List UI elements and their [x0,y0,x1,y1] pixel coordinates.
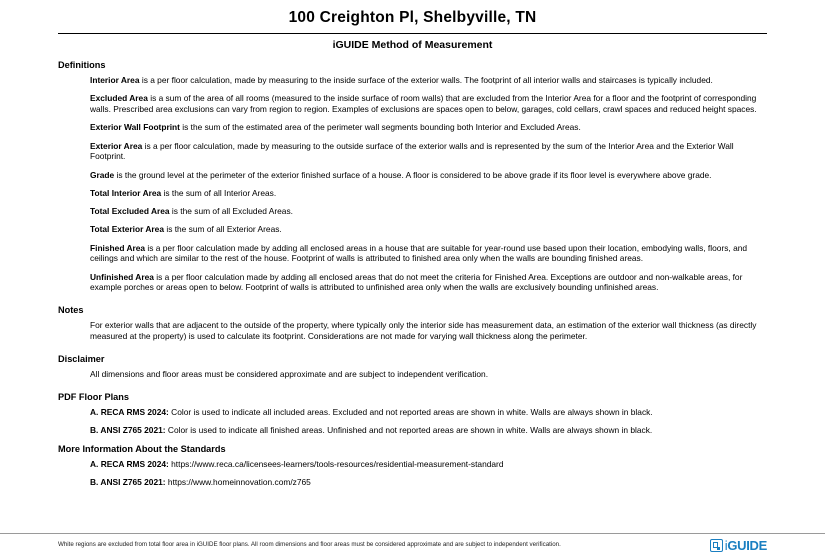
pdf-standard-text: Color is used to indicate all included areas. Excluded and not reported areas are shown in white. Walls are always shown in black. [168,406,653,417]
footer-disclaimer: White regions are excluded from total floor area in iGUIDE floor plans. All room dimensions and floor areas must be considered approximate and are subject to independent verification. [58,541,561,548]
definition-term: Exterior Area [90,140,143,151]
definition-term: Total Interior Area [90,187,162,198]
definition-term: Unfinished Area [90,271,154,282]
document-content [0,60,825,488]
definition-term: Grade [90,169,115,180]
notes-text: For exterior walls that are adjacent to the outside of the property, where typically only the interior side has measurement data, an estimation of the exterior wall thickness (as directly measured at the property) is used to calculate its footprint. Considerations are not made for varying wall thickness along the perimeter. [90,320,757,341]
definition-text: is a sum of the area of all rooms (measured to the inside surface of room walls) that are excluded from the Interior Area for a floor and the footprint of corresponding walls. Prescribed area exclusions can vary from region to region. Examples of exclusions are spaces open to below, garages, cold cellars, crawl spaces and reduced height spaces. [90,93,757,114]
iguide-logo-text [725,538,767,553]
definition-item [90,224,763,235]
pdf-standard-text: Color is used to indicate all finished areas. Unfinished and not reported areas are shown in white. Walls are always shown in black. [165,425,653,436]
definition-item [90,122,763,133]
pdf-standard-label: A. RECA RMS 2024: [90,406,169,417]
definition-term: Excluded Area [90,93,148,104]
definition-term: Exterior Wall Footprint [90,122,180,133]
standard-link-label: B. ANSI Z765 2021: [90,477,166,488]
title-divider [58,33,767,34]
definition-text: is a per floor calculation, made by measuring to the outside surface of the exterior walls and is represented by the sum of the Interior Area and the Exterior Wall Footprint. [90,140,734,162]
definition-text: is the sum of the estimated area of the perimeter wall segments bounding both Interior and Excluded Areas. [179,122,581,133]
section-heading-disclaimer: Disclaimer [58,353,105,364]
logo-text-name: GUIDE [727,538,767,553]
definition-item [90,170,763,181]
definition-text: is a per floor calculation made by adding all enclosed areas that do not meet the criteria for Finished Area. Exceptions are outdoor and non-walkable areas, for example porches or areas open to below. Footprint of walls is attributed to unfinished area only when the walls are exclusively bounding unfinished areas. [90,271,743,293]
iguide-logo [710,538,767,553]
definition-term: Finished Area [90,242,146,253]
definition-text: is the sum of all Interior Areas. [161,187,277,198]
definition-term: Interior Area [90,75,140,85]
pdf-standard-item [90,407,763,418]
section-heading-notes: Notes [58,305,84,315]
standard-link-label: A. RECA RMS 2024: [90,458,169,469]
definition-item [90,93,763,115]
standard-link-url[interactable]: https://www.reca.ca/licensees-learners/tools-resources/residential-measurement-standard [168,458,504,469]
definition-item [90,75,763,86]
definition-item [90,206,763,217]
definition-term: Total Excluded Area [90,206,170,216]
page-footer [0,533,825,559]
section-heading-pdf-floor-plans: PDF Floor Plans [58,391,129,402]
definition-text: is a per floor calculation, made by measuring to the inside surface of the exterior walls. The footprint of all interior walls and staircases is typically included. [139,75,713,85]
logo-text-i: i [724,538,728,553]
standard-link-item [90,459,763,470]
pdf-standard-label: B. ANSI Z765 2021: [90,425,166,436]
definition-term: Total Exterior Area [90,224,164,235]
standard-link-item [90,477,763,488]
definition-item [90,272,763,294]
definition-text: is a per floor calculation made by adding all enclosed areas in a house that are suitable for year-round use based upon their location, embodying walls, floors, and ceilings and which are similar to the rest of the house. Footprint of walls is attributed to finished area only when the walls are bounding finished areas. [90,242,748,264]
page-subtitle: iGUIDE Method of Measurement [332,39,493,51]
standard-link-url[interactable]: https://www.homeinnovation.com/z765 [165,477,311,488]
definition-item [90,188,763,199]
definition-item [90,141,763,163]
definition-item [90,243,763,265]
page-title: 100 Creighton Pl, Shelbyville, TN [288,9,537,26]
section-heading-definitions: Definitions [58,60,106,70]
section-heading-more-information: More Information About the Standards [58,443,226,454]
document-page [0,9,825,559]
definition-text: is the sum of all Exterior Areas. [164,224,282,235]
definition-text: is the ground level at the perimeter of the exterior finished surface of a house. A floor is considered to be above grade if its floor level is everywhere above grade. [114,169,712,180]
definition-text: is the sum of all Excluded Areas. [169,206,293,216]
pdf-standard-item [90,425,763,436]
disclaimer-text: All dimensions and floor areas must be considered approximate and are subject to independent verification. [90,368,489,379]
iguide-logo-icon [710,539,723,552]
